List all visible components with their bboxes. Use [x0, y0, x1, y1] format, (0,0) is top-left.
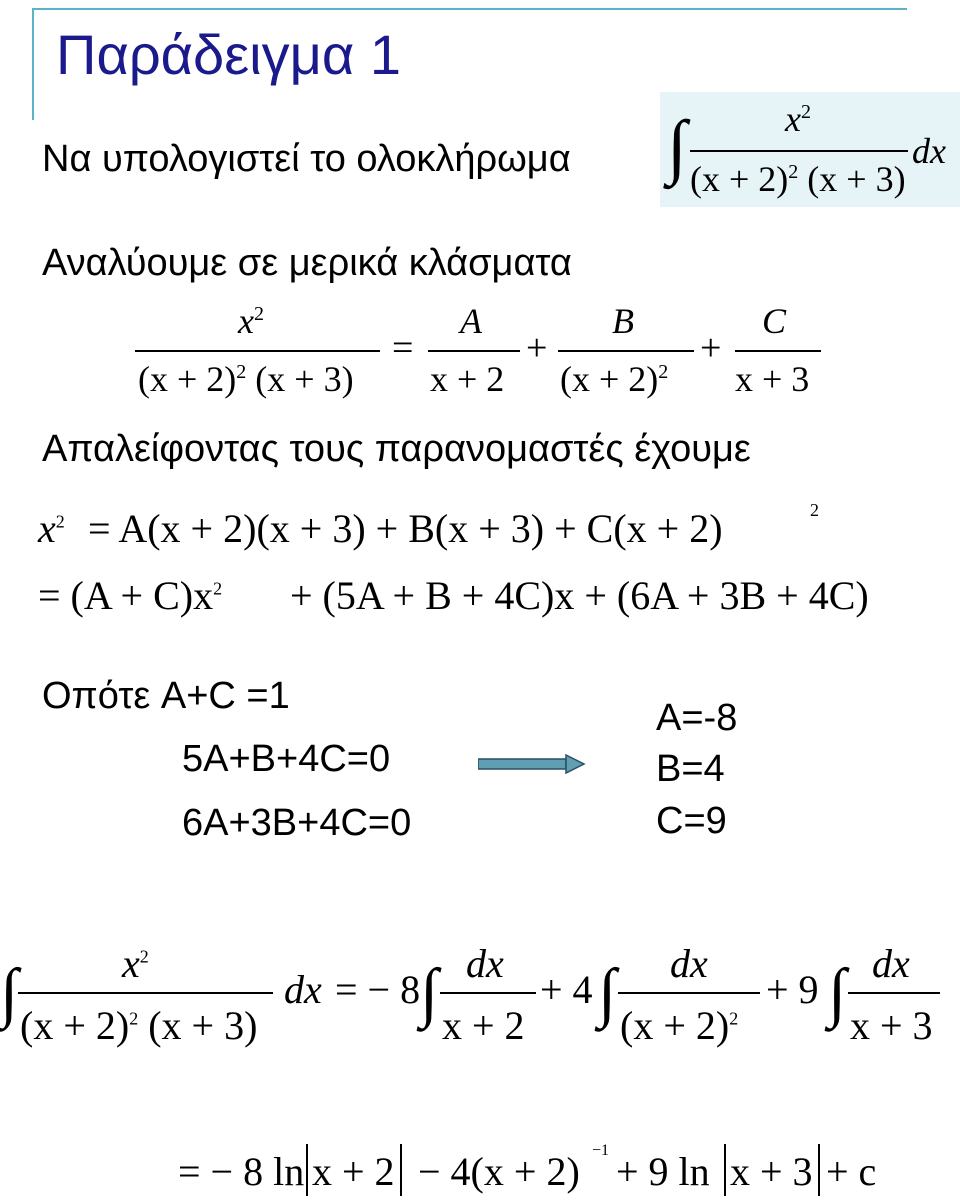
- int-coef-m8: = − 8: [335, 967, 421, 1012]
- pf-x: x: [238, 301, 254, 341]
- pf-num-x: [238, 300, 264, 342]
- pf-plus-1: +: [526, 327, 548, 369]
- pf-eq: =: [392, 327, 414, 369]
- pf-den-3-exp: 2: [658, 361, 669, 383]
- int1-den-a: (x + 2): [20, 1003, 130, 1048]
- int-sign-4: ∫: [828, 956, 847, 1029]
- pf-bar-3: [558, 350, 694, 352]
- final-e: x + 3: [730, 1149, 813, 1194]
- final-b: x + 2: [312, 1149, 395, 1194]
- den-b: (x + 3): [807, 159, 906, 199]
- expand-x2: [38, 505, 65, 552]
- pf-bar-4: [735, 350, 821, 352]
- int3-bar: [618, 992, 760, 994]
- expand-line-2a: [38, 572, 222, 619]
- line-compute: Να υπολογιστεί το ολοκλήρωμα: [42, 138, 571, 180]
- pf-den-3: [560, 358, 668, 400]
- int2-num: dx: [466, 941, 504, 986]
- int1-num: [122, 940, 149, 987]
- equation-2: 5A+B+4C=0: [182, 738, 391, 780]
- final-a: = − 8 ln: [178, 1149, 305, 1194]
- integrand-bar: [690, 150, 908, 152]
- integrand-numerator: [785, 98, 811, 140]
- int1-x: x: [122, 941, 140, 986]
- pf-den-1a: (x + 2): [138, 359, 237, 399]
- final-d: + 9 ln: [616, 1149, 710, 1194]
- title-frame-top: [32, 8, 907, 10]
- abs-bar-2: [400, 1144, 402, 1196]
- num-x: x: [785, 99, 801, 139]
- pf-x-exp: 2: [253, 303, 264, 325]
- solution-c: C=9: [656, 800, 727, 842]
- integral-sign: ∫: [667, 106, 687, 186]
- final-exp: −1: [592, 1142, 610, 1159]
- int1-bar: [18, 992, 273, 994]
- final-c: − 4(x + 2): [418, 1149, 580, 1194]
- pf-den-1-exp: 2: [236, 361, 247, 383]
- int4-bar: [848, 992, 940, 994]
- int-coef-p4: + 4: [540, 967, 593, 1012]
- exp-x: x: [38, 506, 56, 551]
- den-a: (x + 2): [690, 159, 789, 199]
- int-sign-3: ∫: [598, 956, 617, 1029]
- final-f: + c: [826, 1149, 877, 1194]
- equation-3: 6A+3B+4C=0: [182, 802, 412, 844]
- pf-den-3a: (x + 2): [560, 359, 659, 399]
- int4-den: x + 3: [850, 1003, 933, 1048]
- exp2-a: = (A + C)x: [38, 573, 214, 618]
- pf-plus-2: +: [700, 327, 722, 369]
- line-partial: Αναλύουμε σε μερικά κλάσματα: [42, 242, 572, 284]
- pf-den-1: [138, 358, 354, 400]
- arrow-right-icon: [478, 752, 588, 776]
- pf-C: C: [762, 301, 787, 341]
- int3-den-exp: 2: [729, 1008, 739, 1029]
- int2-bar: [440, 992, 536, 994]
- int1-dx: dx: [284, 967, 322, 1012]
- pf-A: A: [460, 301, 482, 341]
- title-frame-left: [32, 8, 34, 120]
- expand-line-2b: + (5A + B + 4C)x + (6A + 3B + 4C): [290, 573, 869, 618]
- num-exp: 2: [800, 101, 811, 123]
- abs-bar-4: [818, 1144, 820, 1196]
- slide-title: Παράδειγμα 1: [56, 23, 401, 86]
- int-coef-p9: + 9: [766, 967, 819, 1012]
- int4-num: dx: [872, 941, 910, 986]
- exp-x-exp: 2: [55, 511, 65, 532]
- pf-den-1b: (x + 3): [255, 359, 354, 399]
- den-exp: 2: [788, 161, 799, 183]
- int1-den-exp: 2: [129, 1008, 139, 1029]
- expand-line-1-exp: 2: [810, 500, 819, 520]
- pf-bar-2: [428, 350, 520, 352]
- abs-bar-3: [724, 1144, 726, 1196]
- expand-line-1: = A(x + 2)(x + 3) + B(x + 3) + C(x + 2): [88, 506, 723, 551]
- int3-den: [620, 1002, 738, 1049]
- pf-B: B: [612, 301, 634, 341]
- int1-den-b: (x + 3): [148, 1003, 258, 1048]
- int3-num: dx: [670, 941, 708, 986]
- int-sign-1: ∫: [0, 956, 19, 1029]
- pf-den-2: x + 2: [430, 359, 505, 399]
- int-sign-2: ∫: [420, 956, 439, 1029]
- pf-den-4: x + 3: [735, 359, 810, 399]
- abs-bar-1: [306, 1144, 308, 1196]
- int1-den: [20, 1002, 257, 1049]
- solution-a: A=-8: [656, 697, 738, 739]
- solution-b: B=4: [656, 748, 725, 790]
- int1-x-exp: 2: [139, 946, 149, 967]
- int3-den-a: (x + 2): [620, 1003, 730, 1048]
- integrand-denominator: [690, 158, 906, 200]
- int2-den: x + 2: [442, 1003, 525, 1048]
- line-then: Οπότε A+C =1: [42, 675, 290, 717]
- integrand-dx: dx: [912, 131, 946, 171]
- line-clear: Απαλείφοντας τους παρανομαστές έχουμε: [42, 428, 751, 470]
- pf-bar-1: [135, 350, 380, 352]
- exp2-a-exp: 2: [213, 578, 223, 599]
